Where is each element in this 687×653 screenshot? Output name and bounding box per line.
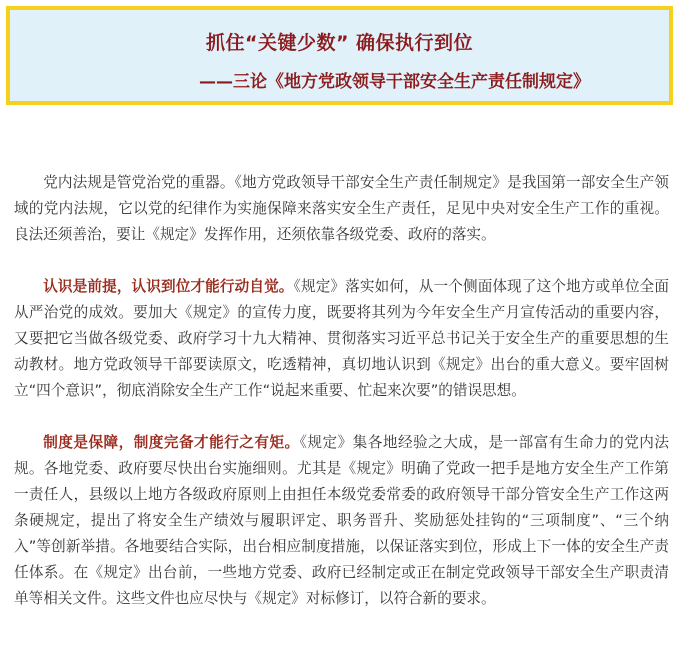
paragraph-text: 党内法规是管党治党的重器。《地方党政领导干部安全生产责任制规定》是我国第一部安全生产领域的党内法规，它以党的纪律作为实施保障来落实安全生产责任，足见中央对安全生产工作的重视。良法还须善治，要让《规定》发挥作用，还须依靠各级党委、政府的落实。 xyxy=(14,174,669,243)
paragraph-lead: 制度是保障，制度完备才能行之有矩。 xyxy=(43,434,300,451)
article-title: 抓住“关键少数” 确保执行到位 xyxy=(205,32,474,54)
paragraph-text: 《规定》集各地经验之大成，是一部富有生命力的党内法规。各地党委、政府要尽快出台实施细则。尤其是《规定》明确了党政一把手是地方安全生产工作第一责任人，县级以上地方各级政府原则上由担任本级党委常委的政府领导干部分管安全生产工作这两条硬规定，提出了将安全生产绩效与履职评定、职务晋升、奖励惩处挂钩的“三项制度”、“三个纳入”等创新举措。各地要结合实际，出台相应制度措施，以保证落实到位，形成上下一体的安全生产责任体系。在《规定》出台前，一些地方党委、政府已经制定或正在制定党政领导干部安全生产职责清单等相关文件。这些文件也应尽快与《规定》对标修订，以符合新的要求。 xyxy=(14,434,669,607)
paragraph-awareness xyxy=(14,274,669,404)
title-banner xyxy=(6,6,673,105)
paragraph-text: 《规定》落实如何，从一个侧面体现了这个地方或单位全面从严治党的成效。要加大《规定》的宣传力度，既要将其列为今年安全生产月宣传活动的重要内容，又要把它当做各级党委、政府学习十九大精神、贯彻落实习近平总书记关于安全生产的重要思想的生动教材。地方党政领导干部要读原文，吃透精神，真切地认识到《规定》出台的重大意义。要牢固树立“四个意识”，彻底消除安全生产工作“说起来重要、忙起来次要”的错误思想。 xyxy=(14,278,669,399)
article-body xyxy=(14,170,669,612)
article-subtitle: ——三论《地方党政领导干部安全生产责任制规定》 xyxy=(199,72,590,92)
paragraph-intro xyxy=(14,170,669,248)
paragraph-lead: 认识是前提，认识到位才能行动自觉。 xyxy=(43,278,294,295)
paragraph-system xyxy=(14,430,669,612)
